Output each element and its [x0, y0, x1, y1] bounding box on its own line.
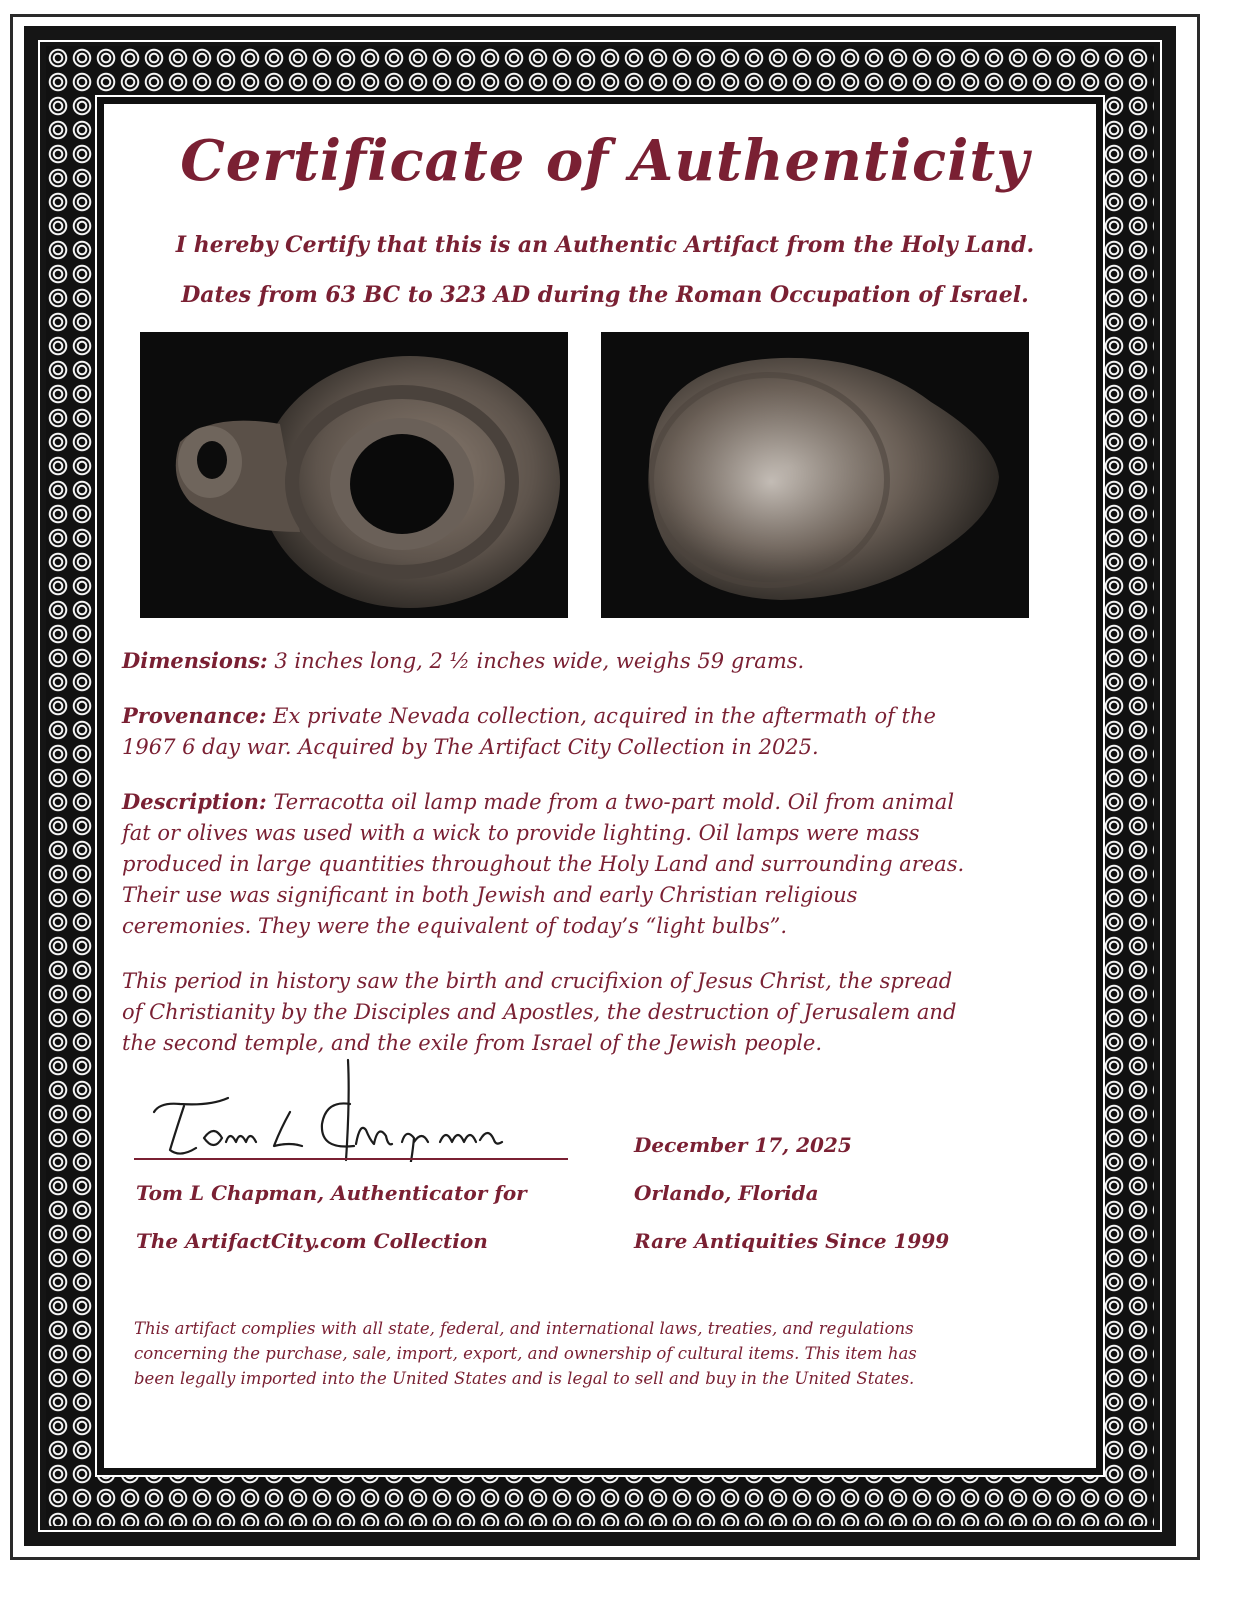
provenance-label: Provenance: [122, 703, 267, 728]
signer-organization-line: The ArtifactCity.com Collection [136, 1229, 488, 1253]
artifact-photo-top [140, 332, 568, 618]
handwritten-signature [140, 1050, 580, 1162]
dimensions-text: 3 inches long, 2 ½ inches wide, weighs 59 grams. [274, 649, 805, 673]
description-line-2: fat or olives was used with a wick to provide lighting. Oil lamps were mass [122, 821, 920, 845]
date-range-statement: Dates from 63 BC to 323 AD during the Roman Occupation of Israel. [181, 282, 1029, 308]
provenance-paragraph [122, 700, 1072, 763]
provenance-line-1: Ex private Nevada collection, acquired in the aftermath of the [273, 704, 936, 728]
description-line-1: Terracotta oil lamp made from a two-part mold. Oil from animal [273, 790, 955, 814]
history-line-2: of Christianity by the Disciples and Apostles, the destruction of Jerusalem and [122, 1000, 957, 1024]
artifact-photo-bottom [601, 332, 1029, 618]
certificate-location: Orlando, Florida [634, 1181, 819, 1205]
dimensions-paragraph [122, 645, 1072, 677]
signer-name-line: Tom L Chapman, Authenticator for [136, 1181, 527, 1205]
oil-lamp-bottom-icon [601, 332, 1029, 618]
certify-statement: I hereby Certify that this is an Authentic Artifact from the Holy Land. [175, 232, 1035, 258]
history-paragraph [122, 966, 1072, 1059]
history-line-1: This period in history saw the birth and crucifixion of Jesus Christ, the spread [122, 969, 953, 993]
oil-lamp-top-icon [140, 332, 568, 618]
legal-line-1: This artifact complies with all state, federal, and international laws, treaties, and regulations [134, 1319, 914, 1338]
description-line-4: Their use was significant in both Jewish and early Christian religious [122, 883, 858, 907]
legal-line-3: been legally imported into the United States and is legal to sell and buy in the United States. [134, 1369, 915, 1388]
company-tagline: Rare Antiquities Since 1999 [634, 1229, 950, 1253]
dimensions-label: Dimensions: [122, 648, 268, 673]
certificate-date: December 17, 2025 [634, 1133, 852, 1157]
certificate-title: Certificate of Authenticity [180, 128, 1030, 194]
signature-line [134, 1158, 568, 1160]
provenance-line-2: 1967 6 day war. Acquired by The Artifact City Collection in 2025. [122, 735, 819, 759]
legal-line-2: concerning the purchase, sale, import, export, and ownership of cultural items. This item has [134, 1344, 917, 1363]
description-line-5: ceremonies. They were the equivalent of today’s “light bulbs”. [122, 914, 788, 938]
description-paragraph [122, 786, 1072, 942]
legal-compliance-note [134, 1316, 1054, 1391]
description-line-3: produced in large quantities throughout the Holy Land and surrounding areas. [122, 852, 965, 876]
history-line-3: the second temple, and the exile from Israel of the Jewish people. [122, 1031, 823, 1055]
description-label: Description: [122, 789, 267, 814]
